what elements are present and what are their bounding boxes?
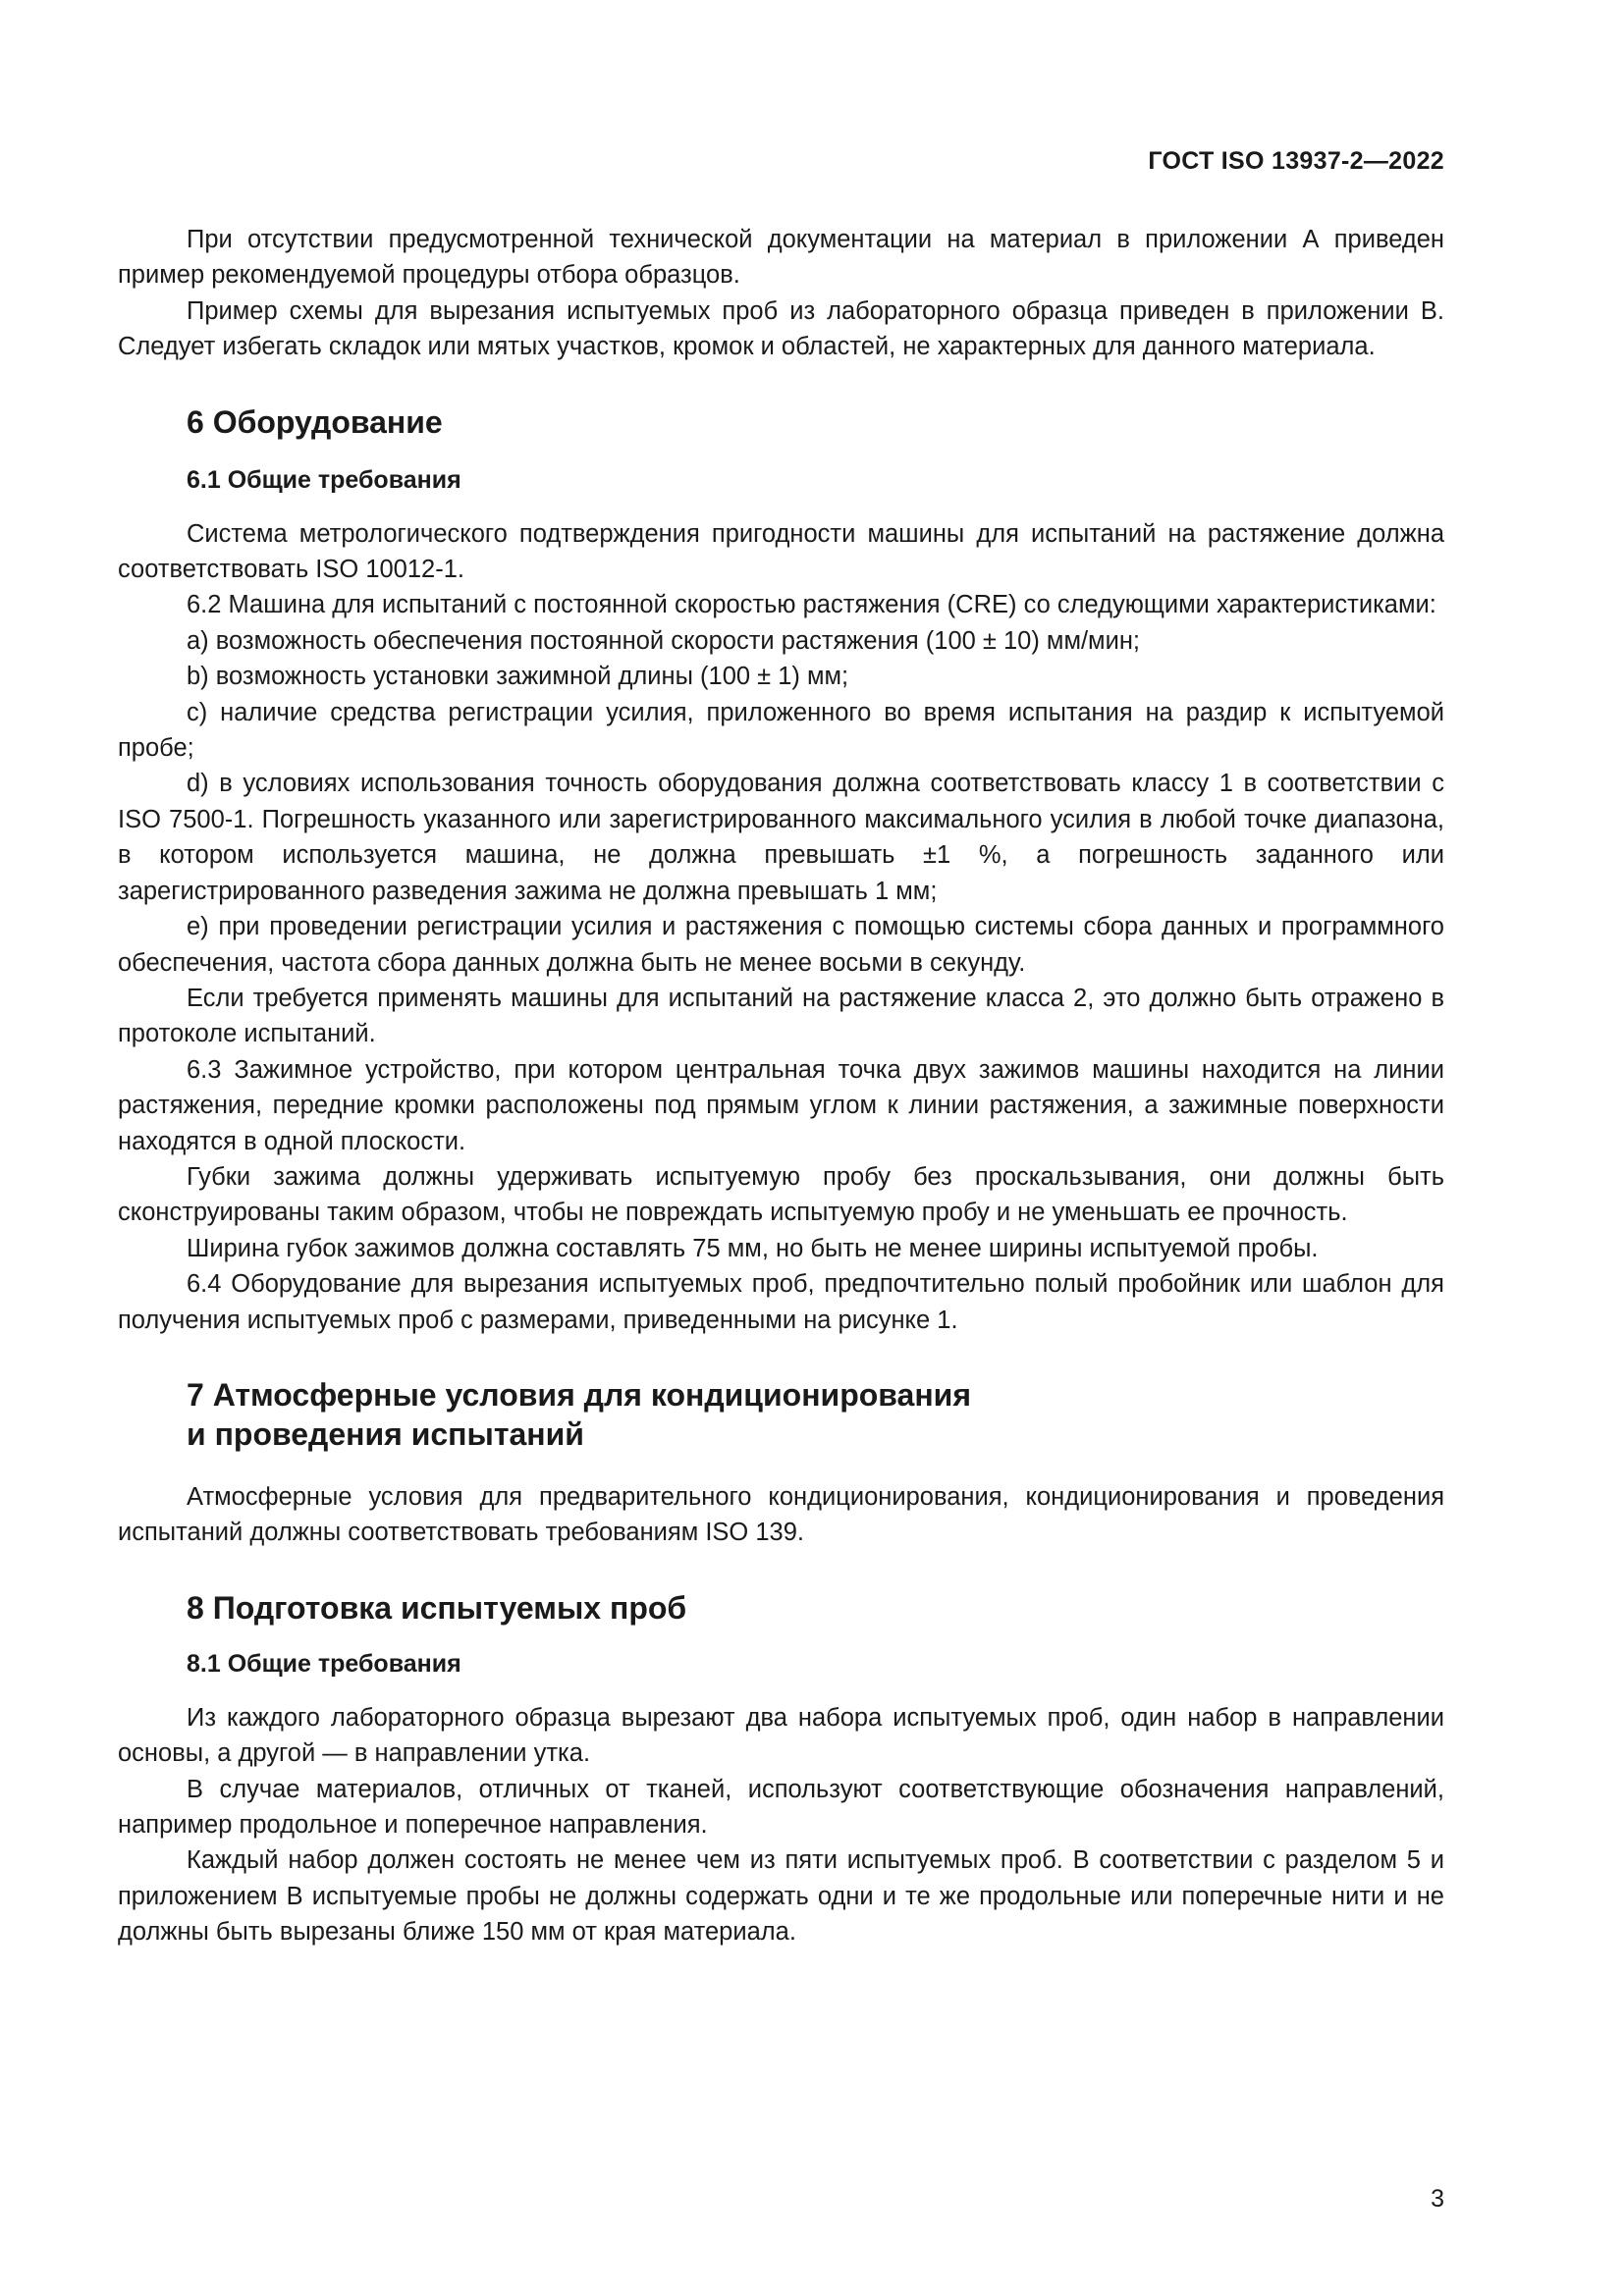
jaw-width-paragraph: Ширина губок зажимов должна составлять 75 мм, но быть не менее ширины испытуемой пробы. [187, 1234, 1319, 1262]
page-number: 3 [1431, 2185, 1444, 2213]
section-7-heading [118, 1375, 1444, 1454]
section-7-heading-line-1: 7 Атмосферные условия для кондиционирования [187, 1376, 971, 1413]
section-6-4-paragraph: 6.4 Оборудование для вырезания испытуемых проб, предпочтительно полый пробойник или шаблон для получения испытуемых проб с размерами, приведенными на рисунке 1. [118, 1270, 1444, 1334]
intro-paragraph-2: Пример схемы для вырезания испытуемых проб из лабораторного образца приведен в приложении В. Следует избегать складок или мятых участков, кромок и областей, не характерных для данного материала. [118, 296, 1444, 361]
list-item-b: b) возможность установки зажимной длины (100 ± 1) мм; [187, 663, 849, 691]
section-7-heading-line-2: и проведения испытаний [187, 1415, 584, 1452]
clamp-jaws-paragraph: Губки зажима должны удерживать испытуемую пробу без проскальзывания, они должны быть сконструированы таким образом, чтобы не повреждать испытуемую пробу и не уменьшать ее прочность. [118, 1162, 1444, 1227]
page-content [118, 222, 1444, 1950]
section-8-paragraph-1: Из каждого лабораторного образца вырезают два набора испытуемых проб, один набор в направлении основы, а другой — в направлении утка. [118, 1703, 1444, 1768]
section-6-3-paragraph: 6.3 Зажимное устройство, при котором центральная точка двух зажимов машины находится на линии растяжения, передние кромки расположены под прямым углом к линии растяжения, а зажимные поверхности находятся в одной плоскости. [118, 1055, 1444, 1155]
section-8-paragraph-3: Каждый набор должен состоять не менее чем из пяти испытуемых проб. В соответствии с разделом 5 и приложением В испытуемые пробы не должны содержать одни и те же продольные или поперечные нити и не должны быть вырезаны ближе 150 мм от края материала. [118, 1846, 1444, 1947]
list-item-d: d) в условиях использования точность оборудования должна соответствовать классу 1 в соответствии с ISO 7500-1. Погрешность указанного или зарегистрированного максимального усилия в любой точке диапазона, в котором используется машина, не должна превышать ±1 %, а погрешность заданного или зарегистрированного разведения зажима не должна превышать 1 мм; [118, 770, 1444, 905]
section-6-2-paragraph: 6.2 Машина для испытаний с постоянной скоростью растяжения (CRE) со следующими характеристиками: [187, 591, 1436, 619]
section-8-paragraph-2: В случае материалов, отличных от тканей, используют соответствующие обозначения направлений, например продольное и поперечное направления. [118, 1775, 1444, 1839]
class-2-note-paragraph: Если требуется применять машины для испытаний на растяжение класса 2, это должно быть отражено в протоколе испытаний. [118, 984, 1444, 1048]
section-8-1-heading: 8.1 Общие требования [187, 1649, 461, 1678]
section-6-paragraph: Система метрологического подтверждения пригодности машины для испытаний на растяжение должна соответствовать ISO 10012-1. [118, 519, 1444, 584]
section-7-paragraph: Атмосферные условия для предварительного кондиционирования, кондиционирования и проведения испытаний должны соответствовать требованиям ISO 139. [118, 1482, 1444, 1547]
list-item-e: e) при проведении регистрации усилия и растяжения с помощью системы сбора данных и программного обеспечения, частота сбора данных должна быть не менее восьми в секунду. [118, 913, 1444, 977]
section-6-1-heading: 6.1 Общие требования [187, 465, 461, 494]
section-6-heading: 6 Оборудование [187, 403, 443, 440]
list-item-c: c) наличие средства регистрации усилия, приложенного во время испытания на раздир к испытуемой пробе; [118, 698, 1444, 763]
section-8-heading: 8 Подготовка испытуемых проб [187, 1589, 687, 1626]
list-item-a: a) возможность обеспечения постоянной скорости растяжения (100 ± 10) мм/мин; [187, 626, 1141, 655]
intro-paragraph-1: При отсутствии предусмотренной технической документации на материал в приложении А приведен пример рекомендуемой процедуры отбора образцов. [118, 226, 1444, 290]
document-code: ГОСТ ISO 13937-2—2022 [1148, 147, 1444, 175]
